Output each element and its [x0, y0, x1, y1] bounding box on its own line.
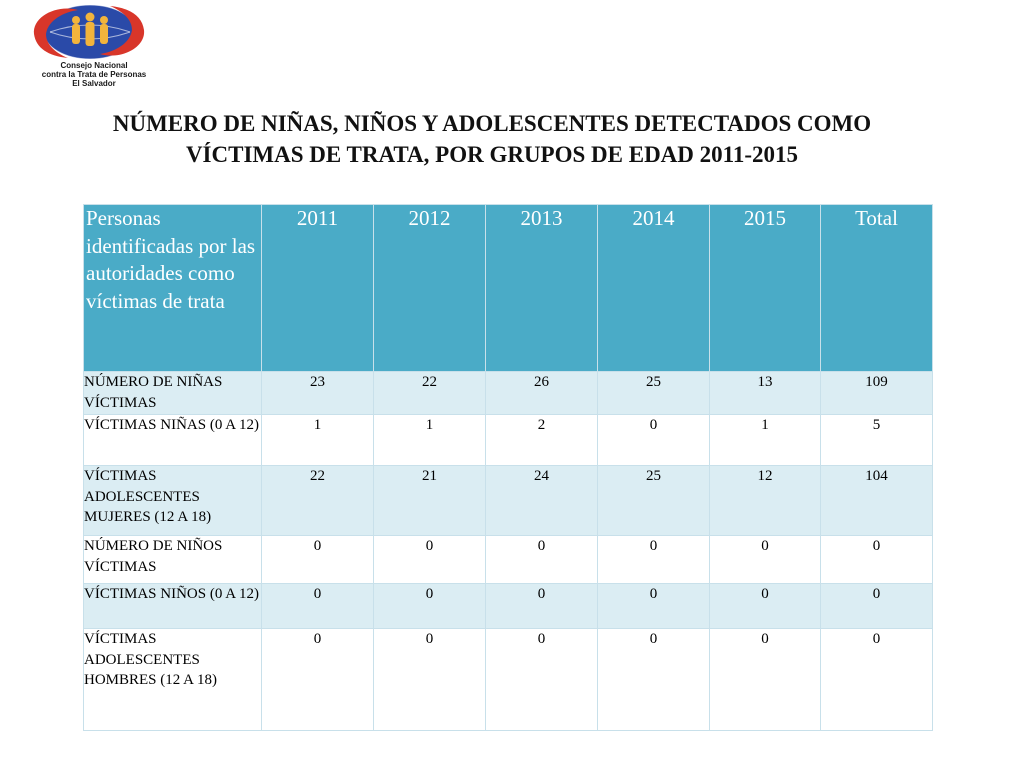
logo-org-line-1: Consejo Nacional — [60, 61, 128, 70]
cell-value: 0 — [710, 536, 821, 584]
page-title — [0, 108, 984, 170]
cell-value: 0 — [486, 584, 598, 629]
cell-value: 0 — [598, 584, 710, 629]
cell-value: 0 — [262, 629, 374, 731]
row-label: VÍCTIMAS NIÑOS (0 A 12) — [84, 584, 262, 629]
cell-value: 0 — [598, 629, 710, 731]
cell-value: 22 — [374, 372, 486, 415]
cell-value: 22 — [262, 466, 374, 536]
cell-value: 26 — [486, 372, 598, 415]
cell-value: 12 — [710, 466, 821, 536]
table-row — [84, 584, 933, 629]
cell-value: 0 — [598, 536, 710, 584]
cell-value: 0 — [486, 629, 598, 731]
table-row — [84, 466, 933, 536]
cell-value: 0 — [374, 629, 486, 731]
victims-table — [83, 204, 933, 731]
cell-value: 0 — [262, 584, 374, 629]
cell-value: 0 — [374, 584, 486, 629]
cell-total: 0 — [821, 536, 933, 584]
row-label: VÍCTIMAS ADOLESCENTES HOMBRES (12 A 18) — [84, 629, 262, 731]
cell-total: 0 — [821, 629, 933, 731]
cell-value: 25 — [598, 372, 710, 415]
cell-total: 109 — [821, 372, 933, 415]
cell-total: 0 — [821, 584, 933, 629]
title-line-1: NÚMERO DE NIÑAS, NIÑOS Y ADOLESCENTES DETECTADOS COMO — [112, 111, 872, 136]
cell-total: 104 — [821, 466, 933, 536]
row-label: NÚMERO DE NIÑAS VÍCTIMAS — [84, 372, 262, 415]
header-year-2011: 2011 — [262, 205, 374, 372]
cell-value: 24 — [486, 466, 598, 536]
cell-value: 1 — [374, 415, 486, 466]
cell-value: 0 — [710, 629, 821, 731]
cell-value: 1 — [262, 415, 374, 466]
row-label: VÍCTIMAS ADOLESCENTES MUJERES (12 A 18) — [84, 466, 262, 536]
cell-value: 23 — [262, 372, 374, 415]
cell-value: 25 — [598, 466, 710, 536]
header-total: Total — [821, 205, 933, 372]
row-label: VÍCTIMAS NIÑAS (0 A 12) — [84, 415, 262, 466]
cell-value: 2 — [486, 415, 598, 466]
header-year-2012: 2012 — [374, 205, 486, 372]
cell-value: 0 — [374, 536, 486, 584]
logo-org-line-3: El Salvador — [72, 79, 116, 88]
table-row — [84, 629, 933, 731]
cell-value: 13 — [710, 372, 821, 415]
cell-value: 21 — [374, 466, 486, 536]
header-year-2014: 2014 — [598, 205, 710, 372]
row-label: NÚMERO DE NIÑOS VÍCTIMAS — [84, 536, 262, 584]
logo-org-line-2: contra la Trata de Personas — [41, 70, 147, 79]
cell-value: 0 — [262, 536, 374, 584]
table-row — [84, 415, 933, 466]
table-header-row — [84, 205, 933, 372]
cell-value: 1 — [710, 415, 821, 466]
cell-total: 5 — [821, 415, 933, 466]
cell-value: 0 — [598, 415, 710, 466]
header-year-2013: 2013 — [486, 205, 598, 372]
globe-with-people-icon — [28, 4, 150, 60]
header-year-2015: 2015 — [710, 205, 821, 372]
header-row-label: Personas identificadas por las autoridades como víctimas de trata — [84, 205, 262, 372]
cell-value: 0 — [710, 584, 821, 629]
table-row — [84, 372, 933, 415]
organization-logo — [14, 4, 164, 96]
cell-value: 0 — [486, 536, 598, 584]
table-row — [84, 536, 933, 584]
title-line-2: VÍCTIMAS DE TRATA, POR GRUPOS DE EDAD 2011-2015 — [185, 142, 799, 167]
